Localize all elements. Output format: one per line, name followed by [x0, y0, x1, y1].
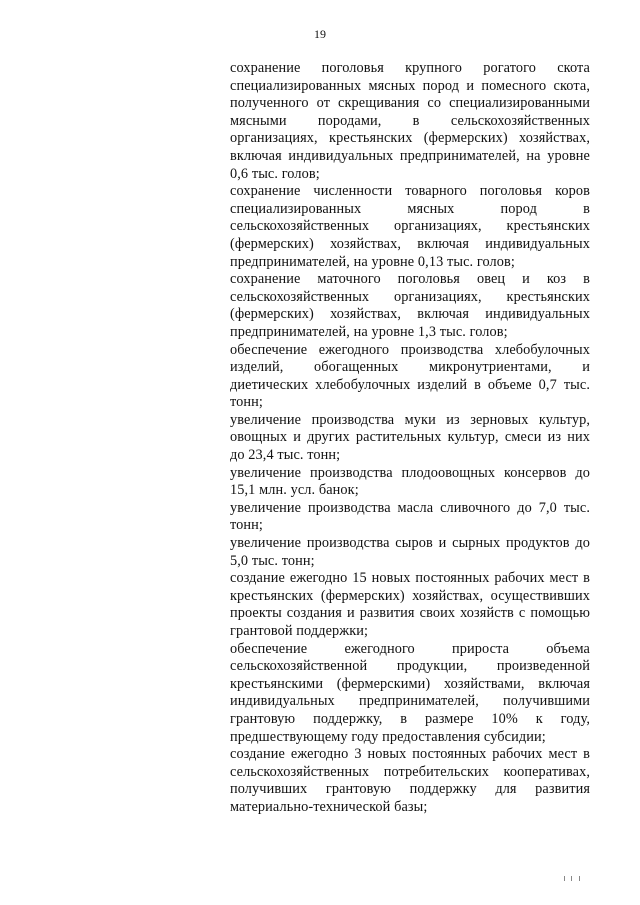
paragraph: создание ежегодно 15 новых постоянных рабочих мест в крестьянских (фермерских) хозяйствах, осуществивших проекты создания и развития своих хозяйств с помощью грантовой поддержки; — [230, 570, 590, 639]
document-body — [230, 60, 590, 817]
paragraph: увеличение производства муки из зерновых культур, овощных и других растительных культур, смеси из них до 23,4 тыс. тонн; — [230, 411, 590, 464]
paragraph: обеспечение ежегодного производства хлебобулочных изделий, обогащенных микронутриентами, и диетических хлебобулочных изделий в объеме 0,7 тыс. тонн; — [230, 341, 590, 411]
paragraph: создание ежегодно 3 новых постоянных рабочих мест в сельскохозяйственных потребительских кооперативах, получивших грантовую поддержку для развития материально-технической базы; — [230, 746, 590, 815]
paragraph: увеличение производства сыров и сырных продуктов до 5,0 тыс. тонн; — [230, 535, 590, 569]
paragraph: сохранение поголовья крупного рогатого скота специализированных мясных пород и помесного скота, полученного от скрещивания со специализированными мясными породами, в сельскохозяйственных организациях, крестьянских (фермерских) хозяйствах, включая индивидуальных предпринимателей, на уровне 0,6 тыс. голов; — [230, 60, 590, 182]
paragraph: увеличение производства масла сливочного до 7,0 тыс. тонн; — [230, 499, 590, 534]
page-number: 19 — [314, 27, 326, 41]
paragraph: сохранение маточного поголовья овец и коз в сельскохозяйственных организациях, крестьянских (фермерских) хозяйствах, включая индивидуальных предпринимателей, на уровне 1,3 тыс. голов; — [230, 271, 590, 340]
scan-corner-mark — [562, 876, 584, 882]
paragraph: сохранение численности товарного поголовья коров специализированных мясных пород в сельскохозяйственных организациях, крестьянских (фермерских) хозяйствах, включая индивидуальных предпринимателей, на уровне 0,13 тыс. голов; — [230, 183, 590, 270]
paragraph: увеличение производства плодоовощных консервов до 15,1 млн. усл. банок; — [230, 464, 590, 499]
paragraph: обеспечение ежегодного прироста объема сельскохозяйственной продукции, произведенной крестьянскими (фермерскими) хозяйствами, включая индивидуальных предпринимателей, получившими грантовую поддержку, в размере 10% к году, предшествующему году предоставления субсидии; — [230, 640, 590, 745]
